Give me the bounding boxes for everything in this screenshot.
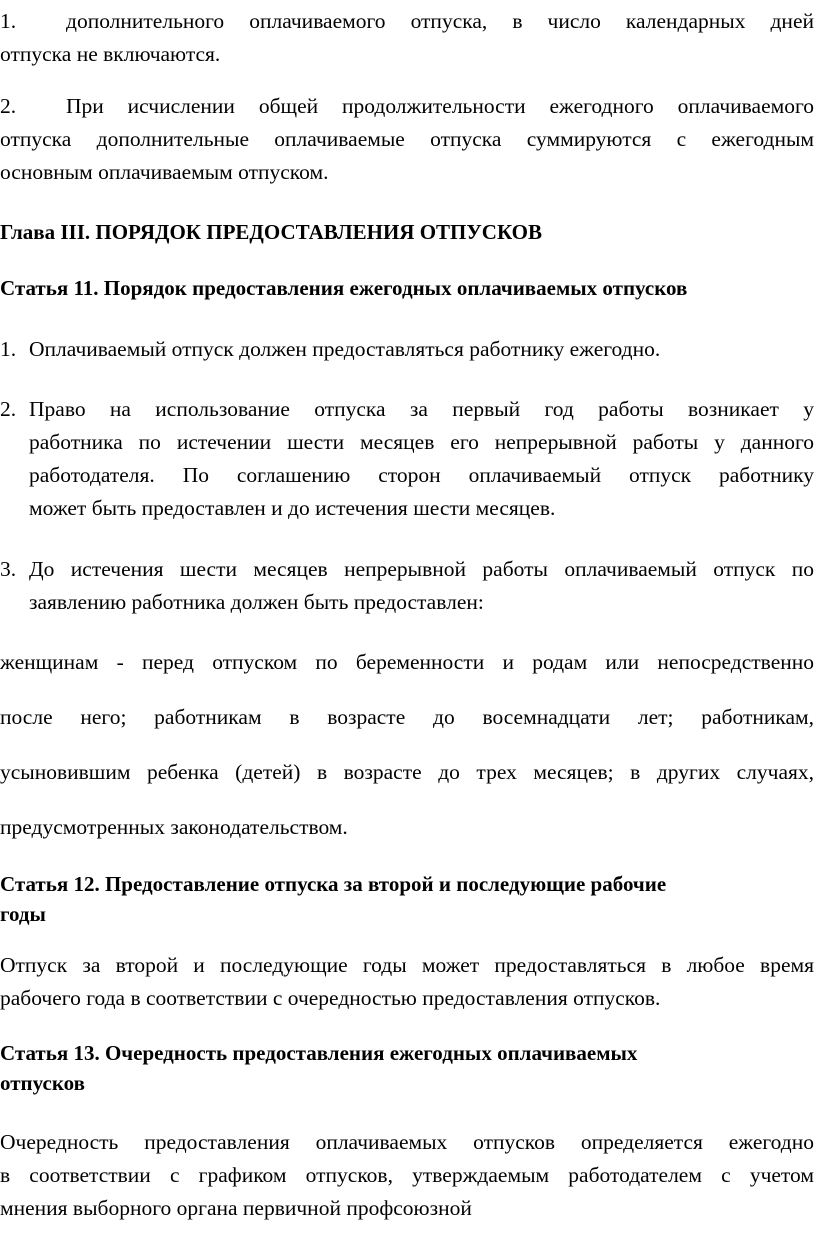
article-11-item-3-line-2: заявлению работника должен быть предоставлен: — [29, 590, 484, 614]
article-11-item-3-number: 3. — [0, 557, 17, 581]
article-12-body-line-1: Отпуск за второй и последующие годы может предоставляться в любое время — [0, 953, 814, 977]
article-11-item-1-line-1: Оплачиваемый отпуск должен предоставляться работнику ежегодно. — [29, 337, 661, 361]
intro-item-2-line-1: При исчислении общей продолжительности ежегодного оплачиваемого — [66, 94, 814, 118]
intro-item-1-line-1: дополнительного оплачиваемого отпуска, в число календарных дней — [66, 9, 814, 33]
intro-item-2-number: 2. — [0, 94, 17, 118]
article-13-body-line-1: Очередность предоставления оплачиваемых отпусков определяется ежегодно — [0, 1130, 814, 1154]
intro-item-2-line-3: основным оплачиваемым отпуском. — [0, 160, 329, 184]
article-13-body-line-2: в соответствии с графиком отпусков, утверждаемым работодателем с учетом — [0, 1163, 814, 1187]
article-11-item-2-line-3: работодателя. По соглашению сторон оплачиваемый отпуск работнику — [29, 463, 814, 487]
article-11-continuation-line-2: после него; работникам в возрасте до восемнадцати лет; работникам, — [0, 705, 814, 729]
article-13-title-line-2: отпусков — [0, 1071, 85, 1095]
article-11-item-2-line-1: Право на использование отпуска за первый год работы возникает у — [29, 397, 814, 421]
article-13-title-line-1: Статья 13. Очередность предоставления ежегодных оплачиваемых — [0, 1041, 638, 1065]
intro-item-1-line-2: отпуска не включаются. — [0, 42, 221, 66]
article-12-title-line-1: Статья 12. Предоставление отпуска за второй и последующие рабочие — [0, 872, 667, 896]
intro-item-1-number: 1. — [0, 9, 17, 33]
article-11-item-2-line-2: работника по истечении шести месяцев его непрерывной работы у данного — [29, 430, 814, 454]
intro-item-2-line-2: отпуска дополнительные оплачиваемые отпуска суммируются с ежегодным — [0, 127, 814, 151]
article-11-continuation-line-1: женщинам - перед отпуском по беременности и родам или непосредственно — [0, 650, 814, 674]
article-12-title-line-2: годы — [0, 902, 46, 926]
article-11-continuation-line-4: предусмотренных законодательством. — [0, 815, 348, 839]
article-11-title: Статья 11. Порядок предоставления ежегодных оплачиваемых отпусков — [0, 276, 688, 300]
article-13-body-line-3: мнения выборного органа первичной профсоюзной — [0, 1196, 472, 1220]
chapter-title: Глава III. ПОРЯДОК ПРЕДОСТАВЛЕНИЯ ОТПУСКОВ — [0, 220, 543, 244]
article-11-continuation-line-3: усыновившим ребенка (детей) в возрасте до трех месяцев; в других случаях, — [0, 760, 814, 784]
article-11-item-2-number: 2. — [0, 397, 17, 421]
article-11-item-2-line-4: может быть предоставлен и до истечения шести месяцев. — [29, 496, 556, 520]
article-11-item-1-number: 1. — [0, 337, 17, 361]
article-11-item-3-line-1: До истечения шести месяцев непрерывной работы оплачиваемый отпуск по — [29, 557, 814, 581]
article-12-body-line-2: рабочего года в соответствии с очередностью предоставления отпусков. — [0, 986, 661, 1010]
